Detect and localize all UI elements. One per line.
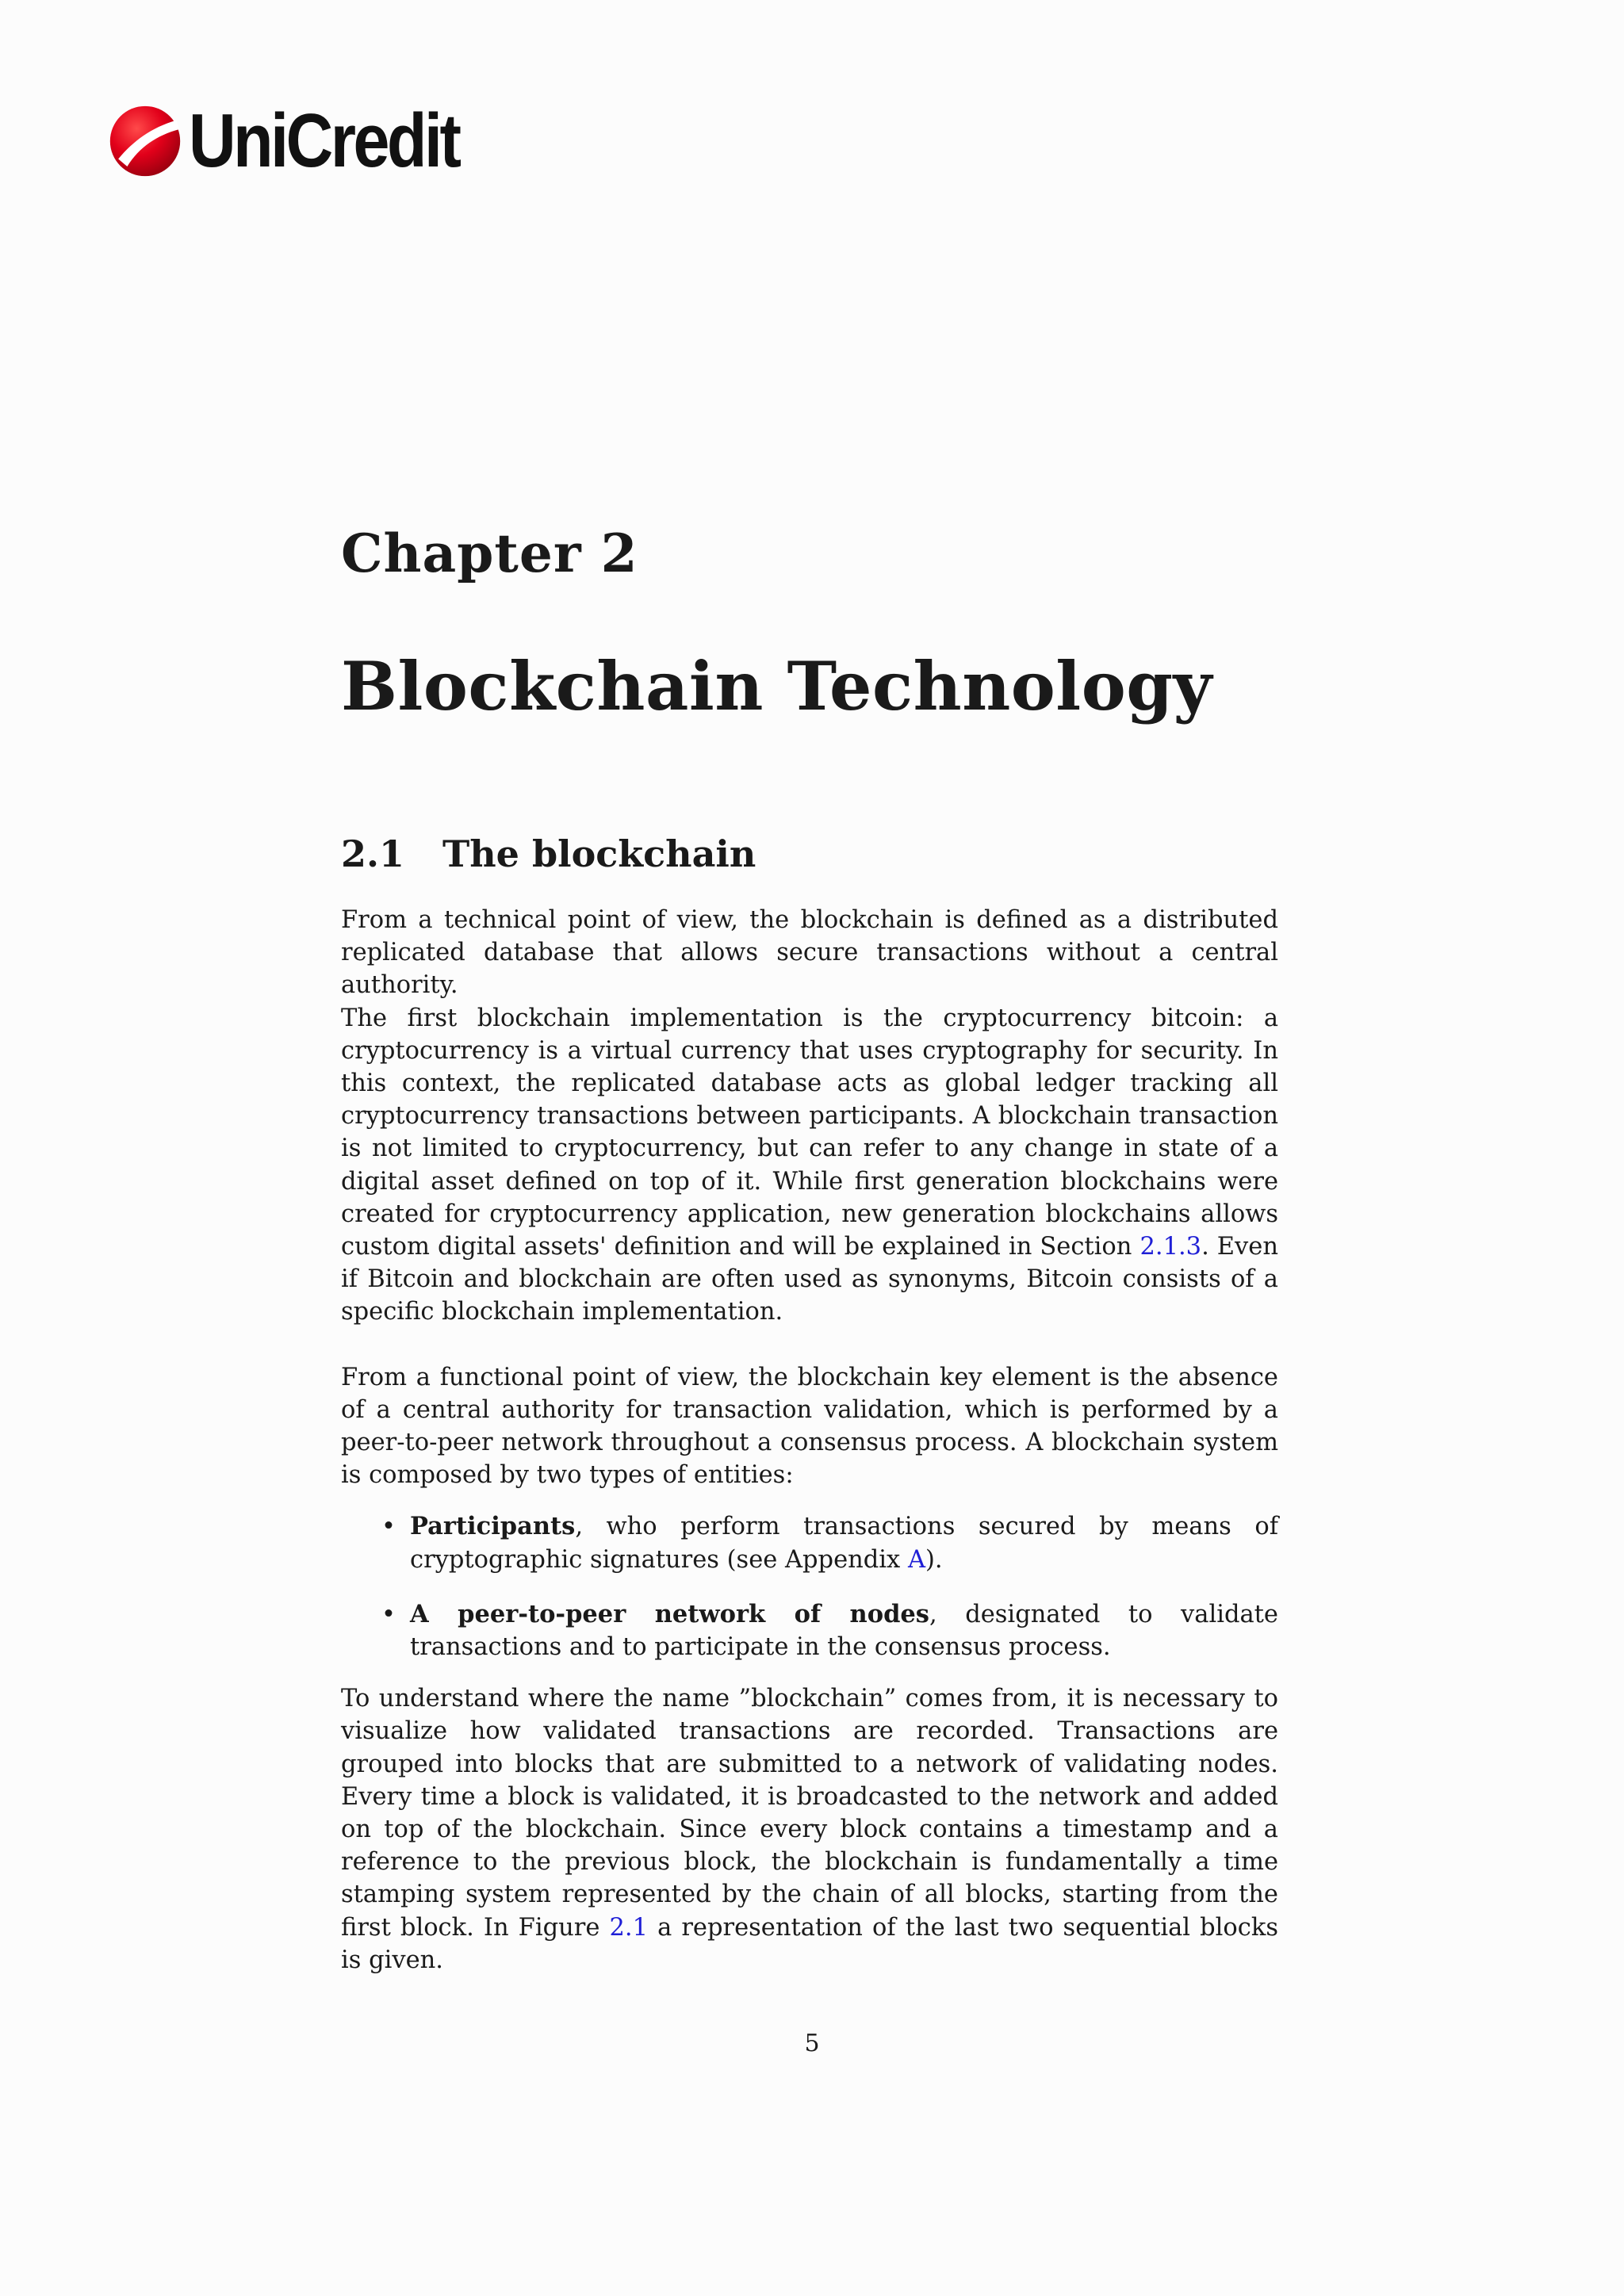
entity-list: [341, 1510, 1278, 1663]
list-item-term: Participants: [410, 1512, 576, 1541]
appendix-a-link[interactable]: A: [907, 1545, 925, 1574]
list-item: [381, 1598, 1278, 1663]
list-item-text: , designated to validate transactions and to participate in the consensus process.: [410, 1600, 1278, 1662]
unicredit-logo-icon: [108, 104, 182, 178]
section-heading: [341, 834, 756, 874]
section-title: The blockchain: [442, 832, 756, 875]
paragraph-1b-text: The first blockchain implementation is the cryptocurrency bitcoin: a cryptocurrency is a virtual currency that uses cryptography for security. In this context, the replicated database acts as global ledger tracking all cryptocurrency transactions between participants. A blockchain transaction is not limited to cryptocurrency, but can refer to any change in state of a digital asset defined on top of it. While first generation blockchains were created for cryptocurrency application, new generation blockchains allows custom digital assets' definition and will be explained in Section: [341, 1004, 1278, 1261]
figure-2-1-link[interactable]: 2.1: [609, 1913, 648, 1942]
chapter-label: Chapter 2: [341, 522, 638, 584]
bullet-icon: •: [381, 1600, 396, 1628]
unicredit-logo-text: UniCredit: [189, 98, 459, 183]
paragraph-3-text: To understand where the name ”blockchain” comes from, it is necessary to visualize how validated transactions are recorded. Transactions are grouped into blocks that are submitted to a network of validating nodes. Every time a block is validated, it is broadcasted to the network and added on top of the blockchain. Since every block contains a timestamp and a reference to the previous block, the blockchain is fundamentally a time stamping system represented by the chain of all blocks, starting from the first block. In Figure: [341, 1685, 1278, 1942]
paragraph-1b: [341, 1002, 1278, 1329]
list-item-text-end: ).: [925, 1545, 943, 1574]
paragraph-1a: From a technical point of view, the blockchain is defined as a distributed replicated database that allows secure transactions without a central authority.: [341, 906, 1278, 1000]
paragraph-2: From a functional point of view, the blockchain key element is the absence of a central authority for transaction validation, which is performed by a peer-to-peer network throughout a consensus process. A blockchain system is composed by two types of entities:: [341, 1363, 1278, 1490]
section-number: 2.1: [341, 832, 405, 875]
section-2-1-3-link[interactable]: 2.1.3: [1139, 1233, 1202, 1261]
list-item-term: A peer-to-peer network of nodes: [410, 1599, 929, 1628]
paragraph-1b-text-end: . Even if Bitcoin and blockchain are often used as synonyms, Bitcoin consists of a specific blockchain implementation.: [341, 1233, 1278, 1326]
unicredit-logo: [108, 98, 503, 183]
paragraph-3: [341, 1682, 1278, 1976]
chapter-title: Blockchain Technology: [341, 647, 1212, 725]
paragraph-3-text-end: a representation of the last two sequential blocks is given.: [341, 1913, 1278, 1974]
list-item-text: , who perform transactions secured by means of cryptographic signatures (see Appendix: [410, 1513, 1278, 1574]
bullet-icon: •: [381, 1513, 396, 1541]
list-item: [381, 1510, 1278, 1575]
page-number: 5: [804, 2030, 820, 2057]
section-body: [341, 904, 1278, 1976]
